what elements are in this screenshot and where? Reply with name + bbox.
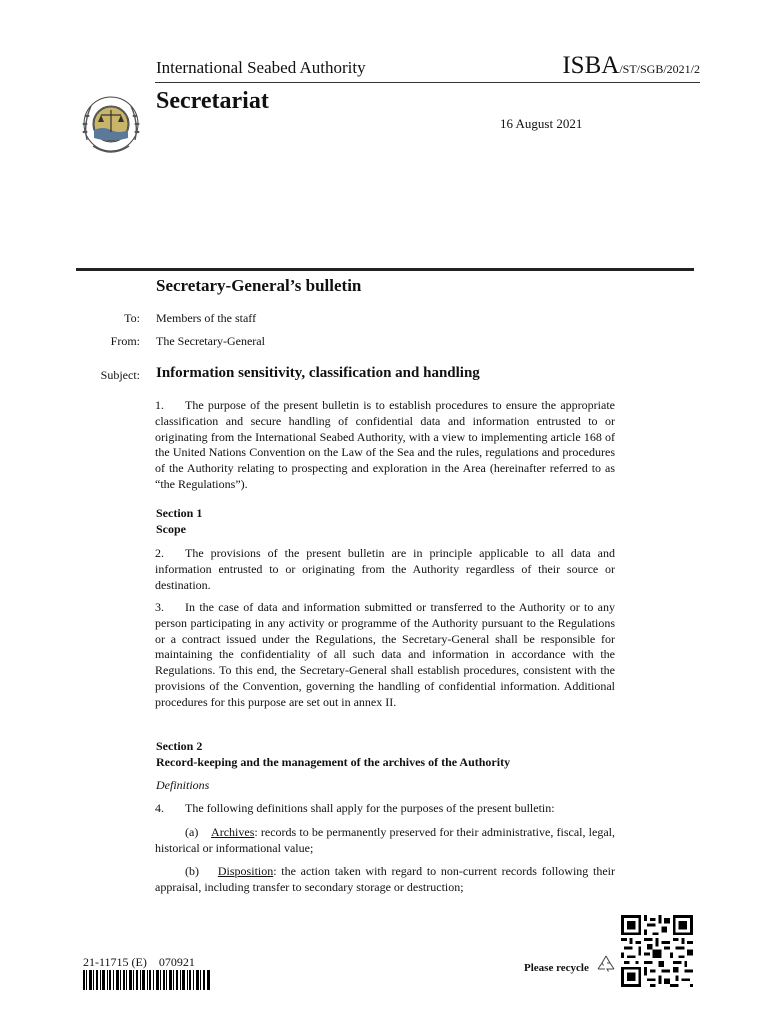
section-1-subtitle: Scope [156,522,186,536]
paragraph-number: 2. [155,546,164,560]
isa-emblem-icon [79,88,143,166]
defined-term: Disposition [217,864,274,878]
definition-b [155,864,615,896]
from-value: The Secretary-General [156,334,265,348]
definitions-heading: Definitions [156,778,210,792]
body-name: Secretariat [156,88,269,114]
recycle-icon [594,953,618,977]
paragraph-1 [155,398,615,493]
qr-code-icon [621,915,693,987]
section-2-subtitle: Record-keeping and the management of the archives of the Authority [156,755,511,769]
definition-a [155,825,615,857]
header-rule [155,82,700,83]
barcode-icon [83,970,210,990]
please-recycle-label: Please recycle [524,962,589,974]
subparagraph-label: (b) [185,864,199,878]
symbol-rest: /ST/SGB/2021/2 [619,62,700,76]
job-number: 21-11715 (E) 070921 [83,955,195,969]
document-symbol [562,52,700,80]
subject-value: Information sensitivity, classification and handling [156,365,480,381]
paragraph-number: 3. [155,600,164,614]
to-value: Members of the staff [156,311,257,325]
defined-term: Archives [211,825,255,839]
subject-label: Subject: [100,368,140,382]
issue-date: 16 August 2021 [500,116,583,131]
paragraph-number: 4. [155,801,164,815]
subparagraph-label: (a) [185,825,199,839]
paragraph-number: 1. [155,398,164,412]
paragraph-3 [155,600,615,711]
paragraph-4 [155,801,615,817]
from-label: From: [110,334,140,348]
definition-text: : the action taken with regard to non-current records following their appraisal, including transfer to secondary storage or destruction; [155,864,616,894]
title-rule [76,268,694,271]
symbol-main: ISBA [562,52,620,79]
section-2-title: Section 2 [156,739,203,753]
section-1-title: Section 1 [156,506,203,520]
document-type-title: Secretary-General’s bulletin [156,276,362,295]
organization-name: International Seabed Authority [156,58,366,77]
paragraph-text: The following definitions shall apply for the purposes of the present bulletin: [185,801,555,815]
definition-text: : records to be permanently preserved for their administrative, fiscal, legal, historical or informational value; [155,825,616,855]
paragraph-text: The purpose of the present bulletin is to establish procedures to ensure the appropriate classification and secure handling of confidential data and information entrusted to or originating from the International Seabed Authority, with a view to implementing article 168 of the United Nations Convention on the Law of the Sea and the rules, regulations and procedures of the Authority relating to prospecting and exploration in the Area (hereinafter referred to as “the Regulations”). [155,398,615,491]
paragraph-text: The provisions of the present bulletin are in principle applicable to all data and information entrusted to or originating from the Authority regardless of their source or destination. [155,546,615,592]
paragraph-2 [155,546,615,593]
paragraph-text: In the case of data and information submitted or transferred to the Authority or to any person participating in any activity or programme of the Authority pursuant to the Regulations or a contract issued under the Regulations, the Secretary-General shall be responsible for maintaining the confidentiality of all such data and information in accordance with the Regulations. To this end, the Secretary-General shall establish procedures, consistent with the provisions of the Convention, governing the handling of confidential information. Additional procedures for this purpose are set out in annex II. [155,600,615,709]
to-label: To: [124,311,140,325]
